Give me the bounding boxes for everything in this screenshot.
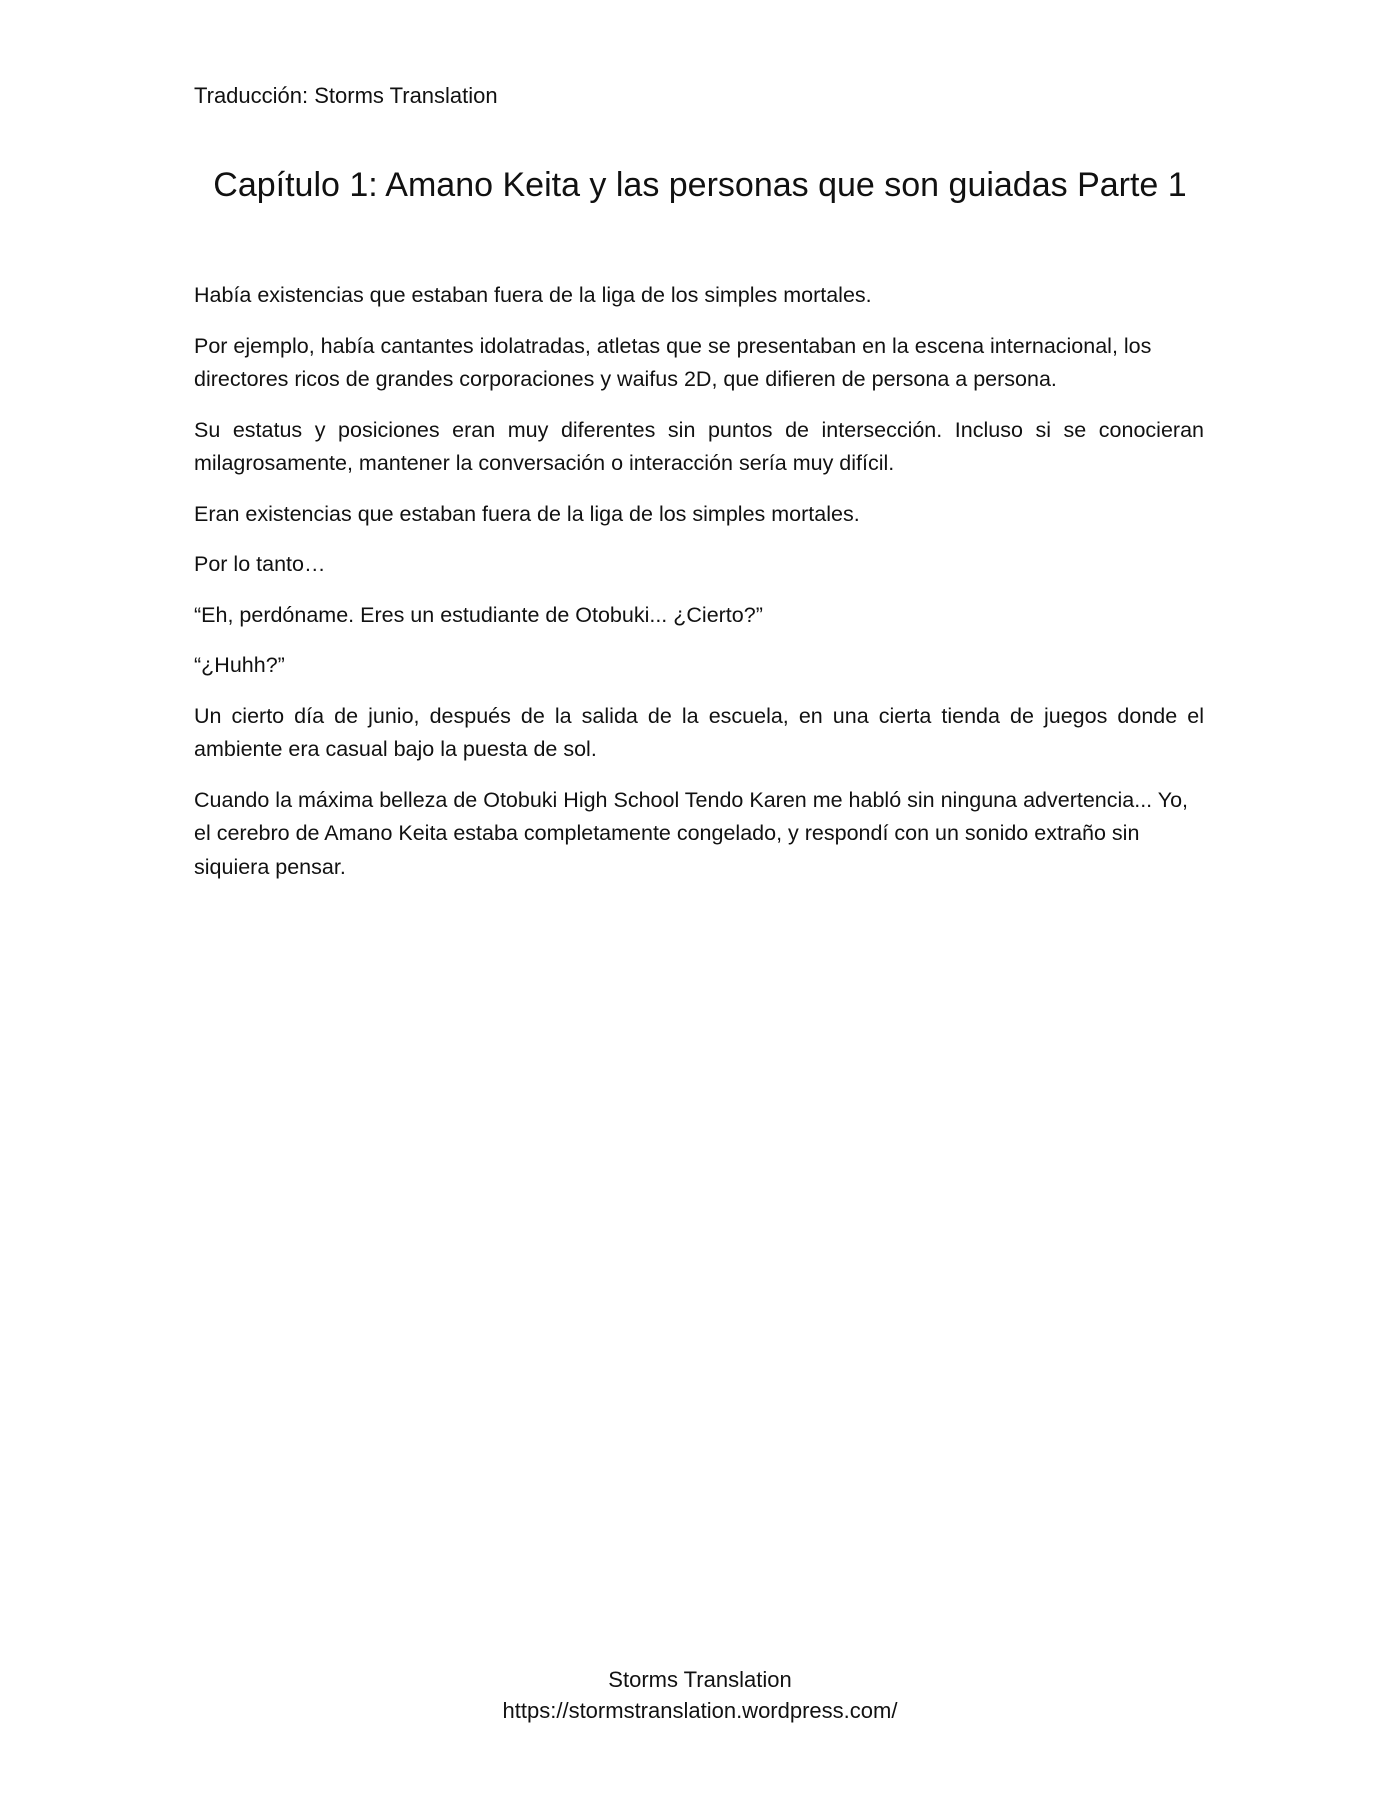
paragraph: Por ejemplo, había cantantes idolatradas, atletas que se presentaban en la escena internacional, los directores ricos de grandes corporaciones y waifus 2D, que difieren de persona a persona. bbox=[194, 333, 1152, 391]
paragraph: Un cierto día de junio, después de la salida de la escuela, en una cierta tienda de juegos donde el ambiente era casual bajo la puesta de sol. bbox=[194, 703, 1204, 761]
paragraph: Por lo tanto… bbox=[194, 552, 326, 576]
chapter-body bbox=[194, 279, 1204, 901]
paragraph: Había existencias que estaban fuera de la liga de los simples mortales. bbox=[194, 283, 872, 307]
paragraph: “Eh, perdóname. Eres un estudiante de Otobuki... ¿Cierto?” bbox=[194, 602, 763, 627]
page-footer bbox=[0, 1664, 1400, 1726]
footer-site-name: Storms Translation bbox=[608, 1667, 792, 1692]
footer-site-url[interactable]: https://stormstranslation.wordpress.com/ bbox=[502, 1698, 898, 1723]
paragraph: Su estatus y posiciones eran muy diferentes sin puntos de intersección. Incluso si se conocieran milagrosamente, mantener la conversación o interacción sería muy difícil. bbox=[194, 417, 1204, 475]
paragraph: Cuando la máxima belleza de Otobuki High School Tendo Karen me habló sin ninguna advertencia... Yo, el cerebro de Amano Keita estaba completamente congelado, y respondí con un sonido extraño sin siquiera pensar. bbox=[194, 787, 1189, 879]
paragraph: “¿Huhh?” bbox=[194, 653, 285, 677]
chapter-title: Capítulo 1: Amano Keita y las personas que son guiadas Parte 1 bbox=[213, 166, 1187, 204]
paragraph: Eran existencias que estaban fuera de la liga de los simples mortales. bbox=[194, 501, 860, 526]
translation-credit: Traducción: Storms Translation bbox=[194, 83, 498, 108]
